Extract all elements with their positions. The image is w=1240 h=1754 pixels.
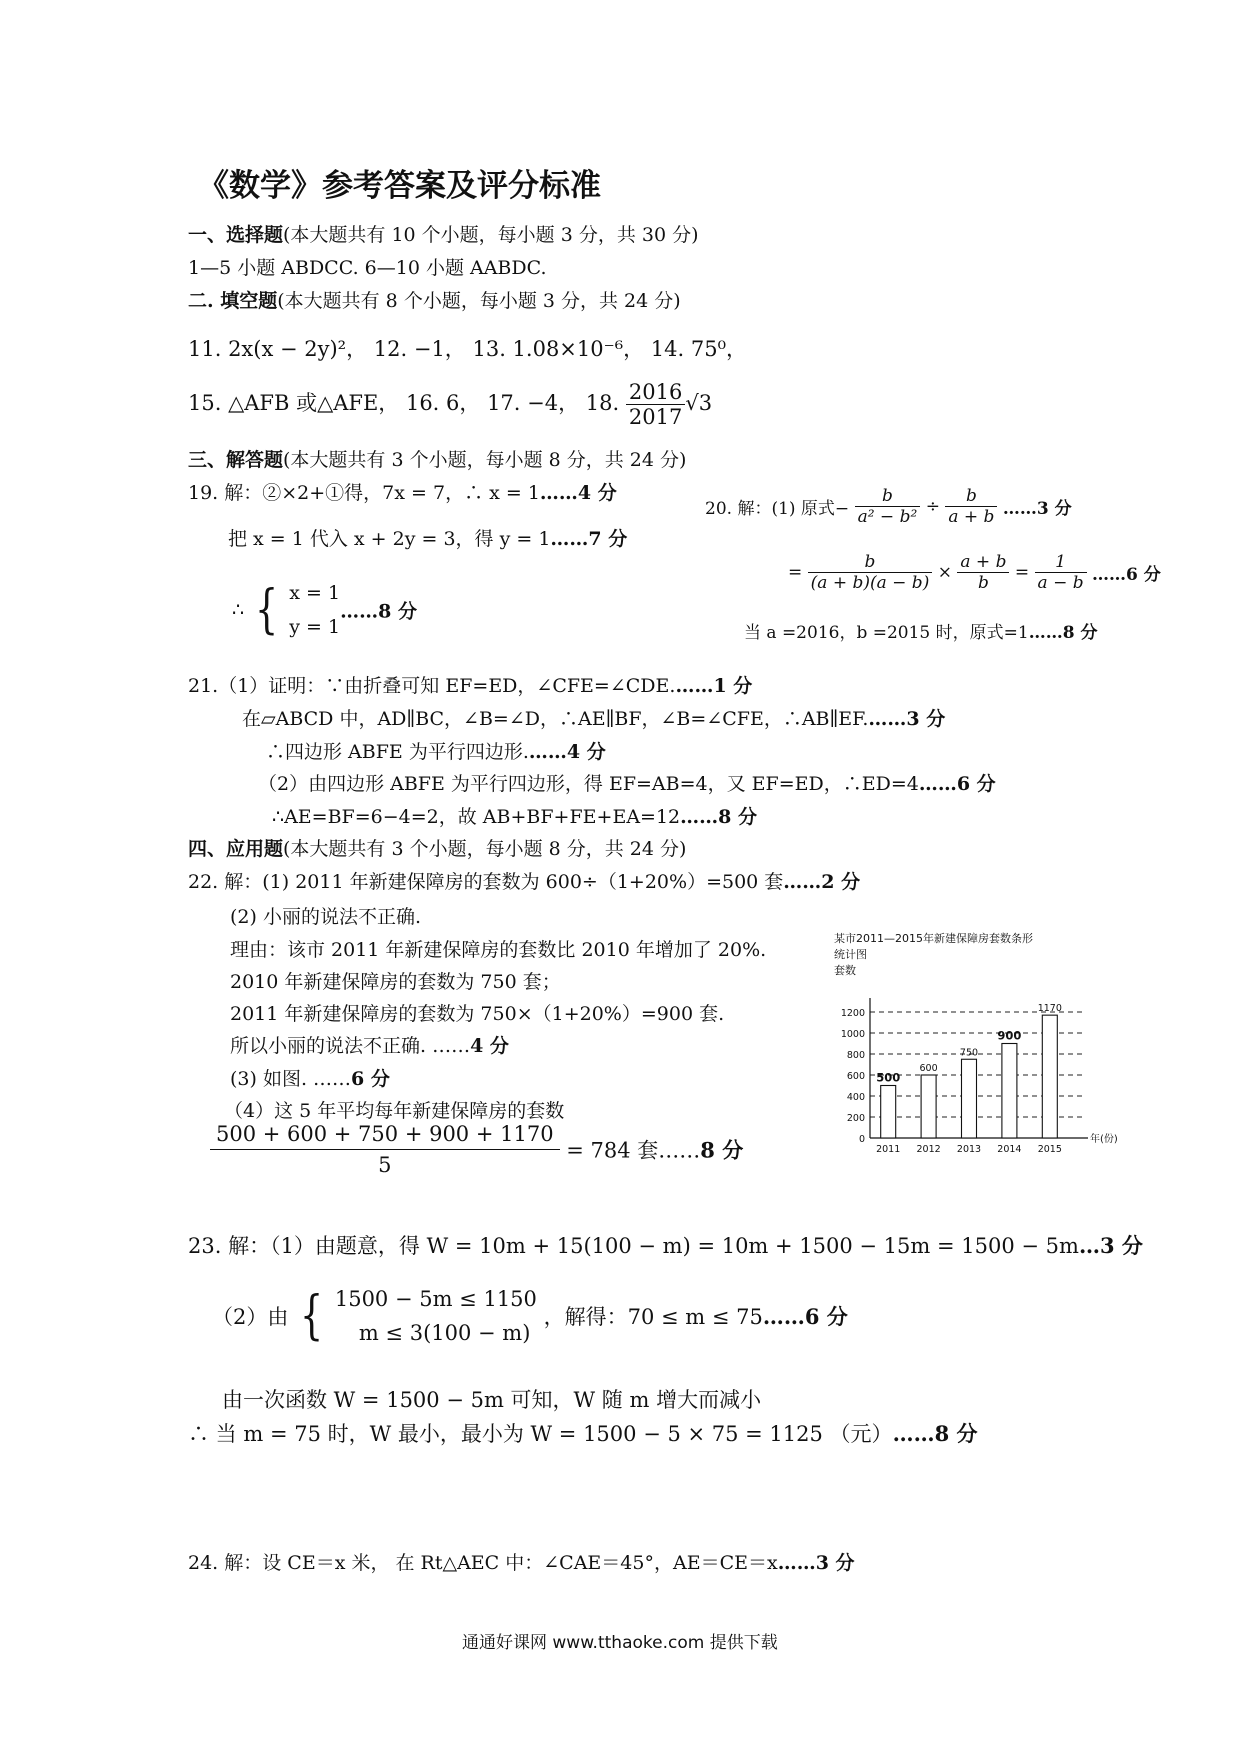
y-axis-label: 套数 [834, 964, 856, 977]
score: ……6 分 [1092, 565, 1161, 585]
bar-2013 [962, 1059, 977, 1138]
q21-line2 [242, 704, 945, 731]
y-tick-label: 400 [846, 1092, 865, 1103]
q19-line1 [188, 478, 617, 505]
x-axis-label: 年(份) [1090, 1134, 1118, 1145]
score: ……3 分 [777, 1552, 855, 1574]
score: ……4 分 [539, 482, 617, 504]
q20-line1 [705, 486, 1072, 527]
q23-line2 [212, 1282, 848, 1350]
section-choice-header [188, 220, 699, 247]
fraction-18 [626, 380, 685, 429]
score: ……8 分 [680, 806, 757, 828]
q22-average [210, 1122, 743, 1177]
bar-2015 [1042, 1015, 1057, 1138]
section-head: 三、解答题 [188, 449, 284, 471]
q21-text: ∴AE=BF=6−4=2，故 AB+BF+FE+EA=12 [272, 806, 681, 828]
q23-line3: 由一次函数 W = 1500 − 5m 可知，W 随 m 增大而减小 [222, 1388, 762, 1412]
x-tick-label: 2015 [1037, 1144, 1062, 1155]
fraction [945, 486, 997, 527]
q20-line2 [788, 552, 1161, 593]
q22-line1 [188, 867, 860, 894]
y-tick-label: 800 [846, 1050, 865, 1061]
fraction-denominator: a − b [1037, 573, 1084, 593]
brace-symbol: { [255, 580, 279, 640]
section-head: 二. 填空题 [188, 290, 278, 312]
q21-line4 [258, 769, 996, 796]
bar-value-label: 500 [876, 1070, 901, 1085]
q20-line3 [744, 618, 1097, 643]
q19-text: 19. 解：②×2+①得，7x = 7，∴ x = 1 [188, 482, 540, 504]
q23-line4 [188, 1418, 978, 1448]
score: ……3 分 [1002, 499, 1072, 519]
fraction-denominator: a² − b² [857, 507, 918, 527]
q21-text: （2）由四边形 ABFE 为平行四边形，得 EF=AB=4，又 EF=ED，∴ED=4 [258, 773, 919, 795]
y-tick-label: 1000 [840, 1029, 865, 1040]
bar-value-label: 750 [959, 1047, 979, 1059]
q21-text: 在▱ABCD 中，AD∥BC，∠B=∠D，∴AE∥BF，∠B=∠CFE，∴AB∥EF. [242, 708, 869, 730]
fraction-numerator: 500 + 600 + 750 + 900 + 1170 [210, 1122, 560, 1150]
x-tick-label: 2013 [956, 1144, 982, 1155]
score: …3 分 [1078, 1233, 1143, 1258]
y-tick-label: 200 [846, 1113, 865, 1124]
section-fill-header [188, 286, 681, 313]
fraction-numerator: b [945, 486, 997, 507]
score: ……3 分 [868, 708, 946, 730]
q21-text: ∴四边形 ABFE 为平行四边形. [266, 741, 529, 763]
q23-text: ∴ 当 m = 75 时，W 最小，最小为 W = 1500 − 5 × 75 = 1125 （元） [188, 1422, 893, 1446]
bar-value-label: 1170 [1037, 1003, 1062, 1015]
section-desc: (本大题共有 3 个小题，每小题 8 分，共 24 分) [283, 449, 687, 471]
bar-2011 [881, 1086, 896, 1139]
score: ……6 分 [762, 1304, 848, 1329]
system-ineq1: 1500 − 5m ≤ 1150 [334, 1287, 537, 1311]
fraction-denominator: (a + b)(a − b) [810, 573, 930, 593]
q23-line1 [188, 1230, 1143, 1260]
system-ineq2: m ≤ 3(100 − m) [358, 1321, 531, 1345]
average-fraction [210, 1122, 560, 1177]
fraction-numerator: a + b [957, 552, 1009, 573]
q19-text: 把 x = 1 代入 x + 2y = 3，得 y = 1 [228, 528, 551, 550]
fraction-numerator: b [855, 486, 921, 507]
section-head: 一、选择题 [188, 224, 284, 246]
fraction-denominator: 5 [378, 1153, 392, 1177]
fraction-numerator: 2016 [626, 380, 685, 405]
score: 6 分 [351, 1068, 390, 1090]
q19-line2 [228, 524, 627, 551]
score: ……8 分 [892, 1421, 978, 1446]
score: ……8 分 [340, 600, 417, 623]
q21-line1 [188, 671, 752, 698]
q24-text: 24. 解：设 CE＝x 米， 在 Rt△AEC 中：∠CAE＝45°，AE＝CE＝x [188, 1552, 778, 1574]
x-tick-label: 2011 [876, 1144, 901, 1155]
q23-text: ，解得：70 ≤ m ≤ 75 [543, 1305, 763, 1329]
y-tick-label: 0 [858, 1134, 865, 1145]
fraction [855, 486, 921, 527]
fraction [957, 552, 1009, 593]
q22-text: (3) 如图. …… [230, 1068, 352, 1090]
x-tick-label: 2014 [997, 1144, 1022, 1155]
therefore-symbol: ∴ [232, 599, 245, 621]
choice-answers: 1—5 小题 ABDCC. 6—10 小题 AABDC. [188, 257, 547, 279]
bar-chart [830, 928, 1118, 1168]
times-symbol: × [937, 562, 952, 583]
chart-title: 某市2011—2015年新建保障房套数条形 [834, 932, 1033, 945]
bar-2012 [921, 1075, 936, 1138]
bar-chart-svg [830, 928, 1118, 1168]
y-tick-label: 600 [846, 1071, 865, 1082]
q23-text: 23. 解：（1）由题意，得 W = 10m + 15(100 − m) = 10m + 1500 − 15m = 1500 − 5m [188, 1234, 1079, 1258]
sqrt-three: √3 [685, 391, 713, 415]
section-desc: (本大题共有 8 个小题，每小题 3 分，共 24 分) [277, 290, 681, 312]
score: 8 分 [700, 1137, 744, 1163]
bar-value-label: 600 [919, 1063, 938, 1074]
page-title: 《数学》参考答案及评分标准 [198, 168, 601, 204]
q20-text: 当 a =2016，b =2015 时，原式=1 [744, 623, 1029, 643]
section-application-header [188, 834, 686, 861]
inequality-system [335, 1282, 537, 1350]
score: ……1 分 [675, 675, 753, 697]
fill-answers-11-14: 11. 2x(x − 2y)²， 12. −1， 13. 1.08×10⁻⁶， 14. 75⁰， [188, 337, 748, 361]
score: ……8 分 [1028, 623, 1098, 643]
equals-symbol: = [1014, 562, 1030, 583]
bar-2014 [1002, 1044, 1017, 1139]
divide-symbol: ÷ [925, 496, 940, 517]
section-head: 四、应用题 [188, 838, 284, 860]
score: ……6 分 [918, 773, 996, 795]
brace-symbol: { [300, 1286, 324, 1346]
q22-line2: (2) 小丽的说法不正确. [230, 906, 421, 928]
q21-line3 [266, 737, 606, 764]
q22-text: 22. 解：(1) 2011 年新建保障房的套数为 600÷（1+20%）=500 套 [188, 871, 784, 893]
fraction-denominator: b [977, 573, 989, 593]
average-result: = 784 套…… [566, 1138, 701, 1163]
score: ……2 分 [783, 871, 861, 893]
q23-text: （2）由 [212, 1305, 289, 1329]
q22-text: 所以小丽的说法不正确. …… [230, 1035, 471, 1057]
fraction [808, 552, 933, 593]
q22-line7 [230, 1064, 390, 1091]
system-eq2: y = 1 [289, 616, 341, 638]
y-tick-label: 1200 [840, 1008, 865, 1019]
page-footer: 通通好课网 www.tthaoke.com 提供下载 [462, 1633, 778, 1653]
q22-line4: 2010 年新建保障房的套数为 750 套； [230, 971, 561, 993]
section-desc: (本大题共有 10 个小题，每小题 3 分，共 30 分) [283, 224, 699, 246]
q21-text: 21.（1）证明：∵由折叠可知 EF=ED，∠CFE=∠CDE. [188, 675, 676, 697]
score: ……4 分 [528, 741, 606, 763]
section-desc: (本大题共有 3 个小题，每小题 8 分，共 24 分) [283, 838, 687, 860]
q22-line8: （4）这 5 年平均每年新建保障房的套数 [224, 1100, 565, 1122]
fraction-numerator: 1 [1035, 552, 1087, 573]
fraction-numerator: b [808, 552, 933, 573]
system-eq1: x = 1 [289, 582, 341, 604]
fill-answers-text: 15. △AFB 或△AFE， 16. 6， 17. −4， 18. [188, 391, 620, 415]
q21-line5 [272, 802, 757, 829]
x-tick-label: 2012 [916, 1144, 941, 1155]
q24-line1 [188, 1548, 855, 1575]
chart-title-cont: 统计图 [834, 948, 867, 961]
fill-answers-15-18 [188, 380, 712, 429]
fraction [1035, 552, 1087, 593]
equation-system [289, 576, 340, 644]
score: 4 分 [470, 1035, 509, 1057]
fraction-denominator: a + b [948, 507, 995, 527]
bar-value-label: 900 [997, 1028, 1022, 1043]
q22-line3: 理由：该市 2011 年新建保障房的套数比 2010 年增加了 20%. [230, 939, 767, 961]
fraction-denominator: 2017 [628, 405, 683, 429]
q19-system [232, 576, 417, 644]
score: ……7 分 [550, 528, 628, 550]
section-solve-header [188, 445, 686, 472]
equals-symbol: = [788, 562, 803, 583]
q22-line5: 2011 年新建保障房的套数为 750×（1+20%）=900 套. [230, 1003, 725, 1025]
q22-line6 [230, 1031, 509, 1058]
q20-text: 20. 解：(1) 原式− [705, 499, 850, 519]
